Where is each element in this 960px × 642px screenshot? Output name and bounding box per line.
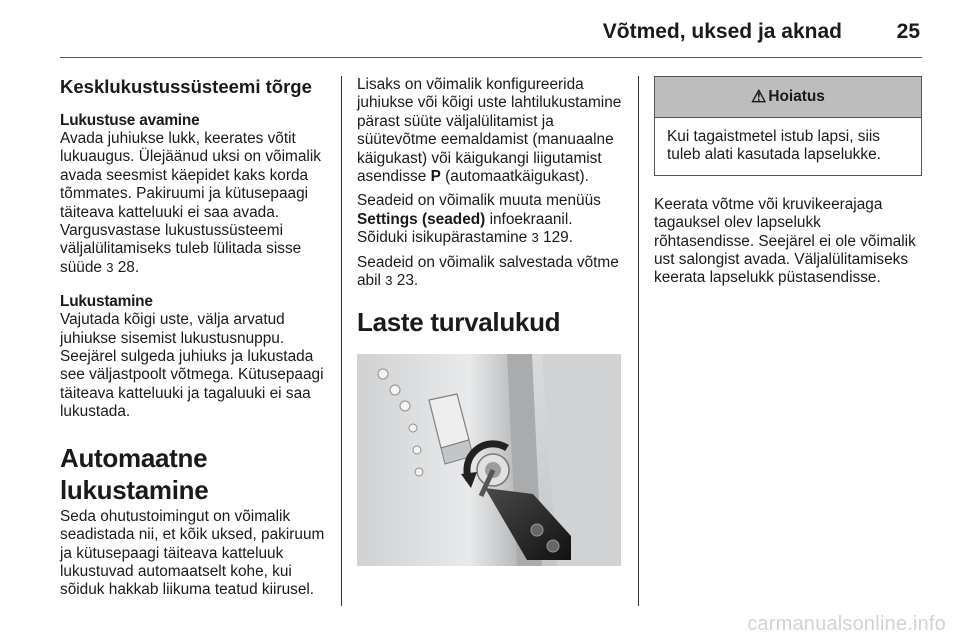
section-title: Kesklukustussüsteemi tõrge xyxy=(60,76,312,97)
child-lock-illustration xyxy=(357,354,621,566)
unlock-heading: Lukustuse avamine xyxy=(60,112,200,129)
warning-header xyxy=(655,77,921,118)
save-paragraph: Seadeid on võimalik salvestada võtme abil 3 23. xyxy=(357,253,619,290)
warning-text: Kui tagaistmetel istub lapsi, siis tuleb alati kasutada lapselukke. xyxy=(667,128,881,164)
warning-box xyxy=(654,76,922,176)
page-header xyxy=(60,18,922,58)
header-title: Võtmed, uksed ja aknad xyxy=(602,20,842,43)
watermark: carmanualsonline.info xyxy=(747,613,946,635)
config-paragraph: Lisaks on võimalik konfigureerida juhiukse või kõigi uste lahtilukustamine pärast süüte väljalülitamist ja süütevõtme eemaldamist (manuaalne käigukast) või käigukangi liigutamist asendisse P (automaatkäigukast). xyxy=(357,76,622,186)
ref-arrow-icon: 3 xyxy=(106,259,114,275)
child-lock-heading: Laste turvalukud xyxy=(357,307,561,338)
auto-lock-heading: Automaatne lukustamine xyxy=(60,442,209,505)
ref-arrow-icon: 3 xyxy=(385,273,393,289)
column-1 xyxy=(60,76,332,616)
unlock-paragraph: Avada juhiukse lukk, keerates võtit lukuaugus. Ülejäänud uksi on võimalik avada seesmist käepidet kaks korda tõmmates. Pakiruumi ja kütusepaagi täiteava katteluuki ei saa avada. Vargusvastase lukustussüsteemi väljalülitamiseks tuleb lülitada sisse süüde 3 28. xyxy=(60,130,321,276)
lock-heading: Lukustamine xyxy=(60,293,153,311)
warning-title: Hoiatus xyxy=(768,87,825,105)
child-lock-paragraph: Keerata võtme või kruvikeerajaga tagauksel olev lapselukk rõhtasendisse. Seejärel ei ole võimalik ust salongist avada. Väljalülitamiseks keerata lapselukk püstasendisse. xyxy=(654,195,916,287)
column-2 xyxy=(357,76,625,566)
lock-paragraph: Vajutada kõigi uste, välja arvatud juhiukse sisemist lukustusnuppu. Seejärel sulgeda juhiuks ja lukustada see väljastpoolt võtmega. Kütusepaagi täiteava katteluuki ja tagaluuki ei saa lukustada. xyxy=(60,311,324,421)
page-ref-link[interactable]: 129. xyxy=(543,229,574,247)
ref-arrow-icon: 3 xyxy=(531,230,539,246)
settings-paragraph: Seadeid on võimalik muuta menüüs Settings (seaded) infoekraanil. Sõiduki isikupärastamine 3 129. xyxy=(357,192,601,247)
column-divider xyxy=(341,76,342,606)
auto-lock-paragraph: Seda ohutustoimingut on võimalik seadistada nii, et kõik uksed, pakiruum ja kütusepaagi täiteava katteluuk lukustuvad automaatselt kohe, kui sõiduk hakkab liikuma teatud kiirusel. xyxy=(60,507,325,599)
column-3 xyxy=(654,76,922,288)
warning-triangle-icon: ⚠ xyxy=(751,86,767,106)
page-number: 25 xyxy=(896,20,920,43)
page-ref-link[interactable]: 28. xyxy=(117,258,140,276)
page-ref-link[interactable]: 23. xyxy=(396,272,419,290)
column-divider xyxy=(638,76,639,606)
